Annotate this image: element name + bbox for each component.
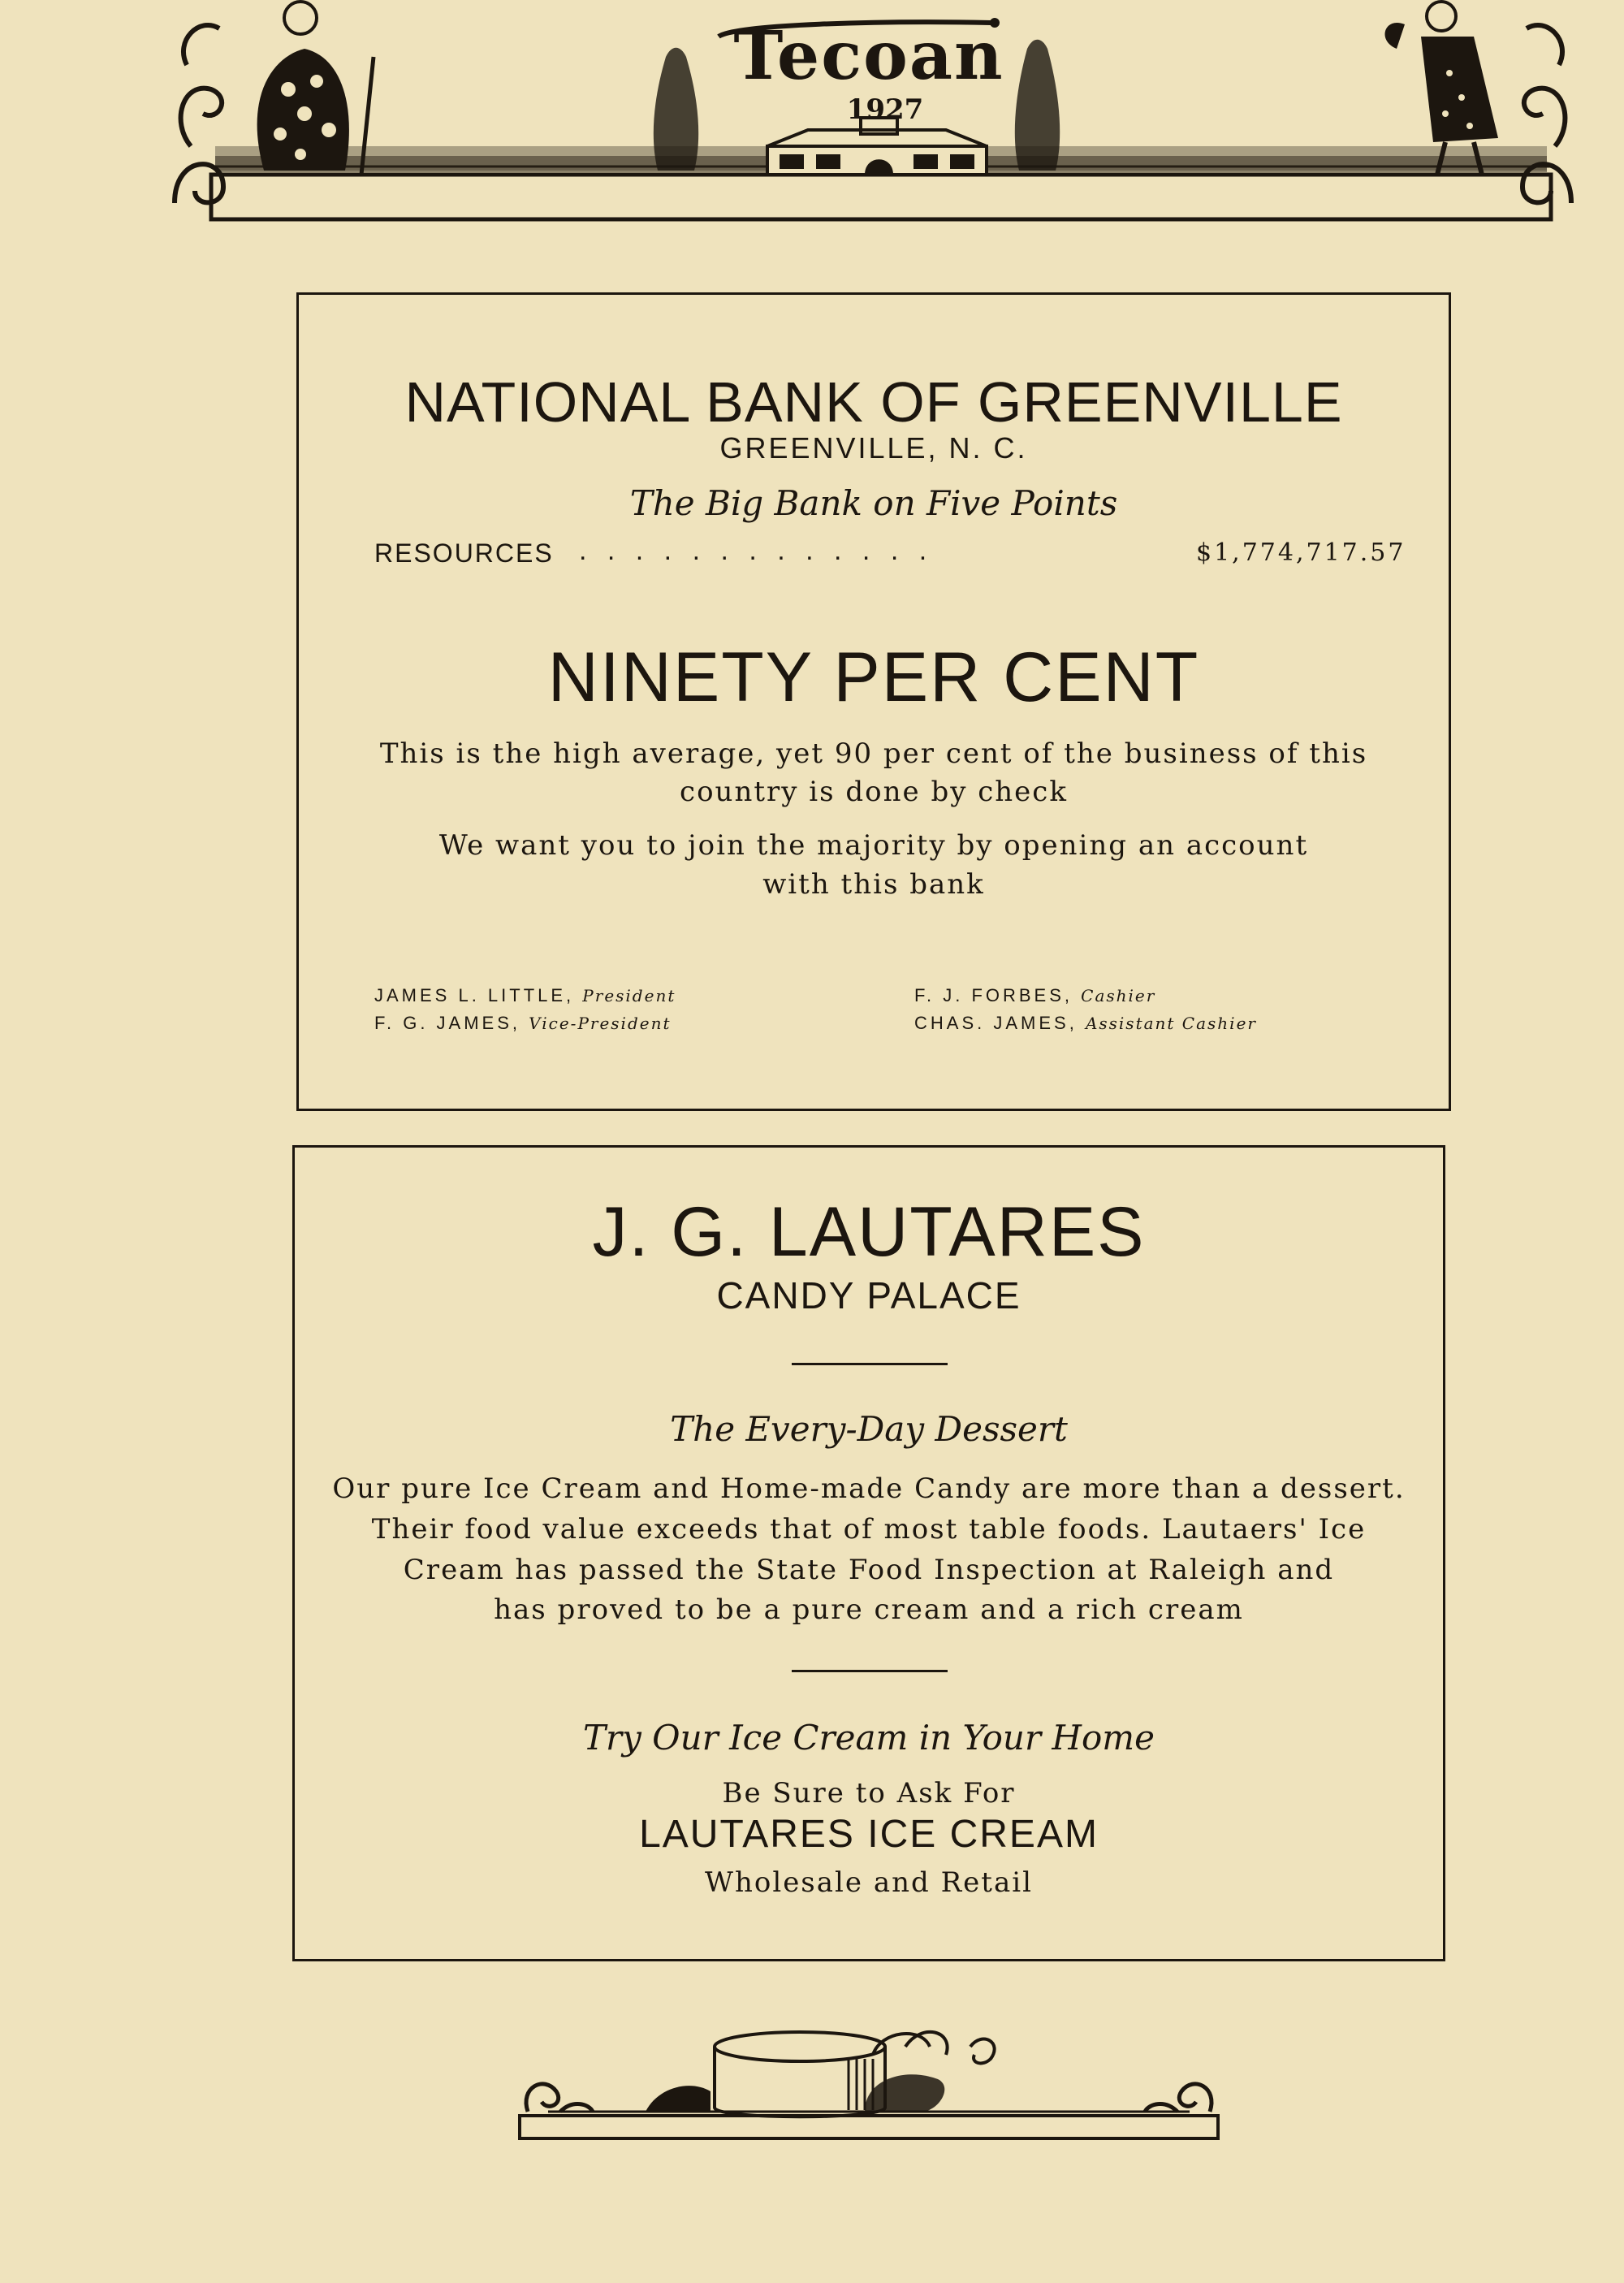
candy-body-line-3: Cream has passed the State Food Inspection at Raleigh and [403,1554,1335,1586]
officer-vice-president: F. G. JAMES, Vice-President [374,1013,672,1033]
officer-assistant-cashier: CHAS. JAMES, Assistant Cashier [914,1013,1257,1033]
header-title: Tecoan [733,17,1004,95]
footer-ornament [516,2022,1222,2144]
bank-paragraph-2-line-2: with this bank [762,868,985,901]
candy-shop-subtitle: CANDY PALACE [716,1274,1021,1317]
candy-tagline: The Every-Day Dessert [670,1409,1068,1449]
candy-body-line-1: Our pure Ice Cream and Home-made Candy are more than a dessert. [332,1472,1406,1505]
candy-body-line-2: Their food value exceeds that of most table foods. Lautaers' Ice [371,1513,1367,1546]
candy-product-name: LAUTARES ICE CREAM [639,1813,1099,1856]
bank-advertisement [296,292,1451,1111]
bank-tagline: The Big Bank on Five Points [629,483,1118,523]
candy-shop-name: J. G. LAUTARES [592,1193,1146,1271]
resources-leader: . . . . . . . . . . . . . [579,535,934,566]
candy-wholesale-retail: Wholesale and Retail [705,1866,1033,1899]
header-year: 1927 [846,93,924,126]
resources-label: RESOURCES [374,538,554,568]
officer-cashier: F. J. FORBES, Cashier [914,985,1156,1005]
bank-name: NATIONAL BANK OF GREENVILLE [404,370,1343,434]
candy-tagline-2: Try Our Ice Cream in Your Home [583,1718,1155,1758]
bank-headline: NINETY PER CENT [547,638,1200,716]
candy-body-line-4: has proved to be a pure cream and a rich cream [494,1593,1244,1626]
divider-rule [792,1670,948,1672]
officer-president: JAMES L. LITTLE, President [374,985,676,1005]
candy-advertisement [292,1145,1445,1961]
bank-location: GREENVILLE, N. C. [719,431,1028,465]
bank-paragraph-1-line-1: This is the high average, yet 90 per cent of the business of this [379,737,1368,770]
resources-value: $1,774,717.57 [1196,538,1406,567]
bank-paragraph-1-line-2: country is done by check [680,776,1068,808]
divider-rule [792,1363,948,1365]
bank-paragraph-2-line-1: We want you to join the majority by opening an account [438,829,1309,862]
candy-ask-line: Be Sure to Ask For [722,1777,1016,1810]
